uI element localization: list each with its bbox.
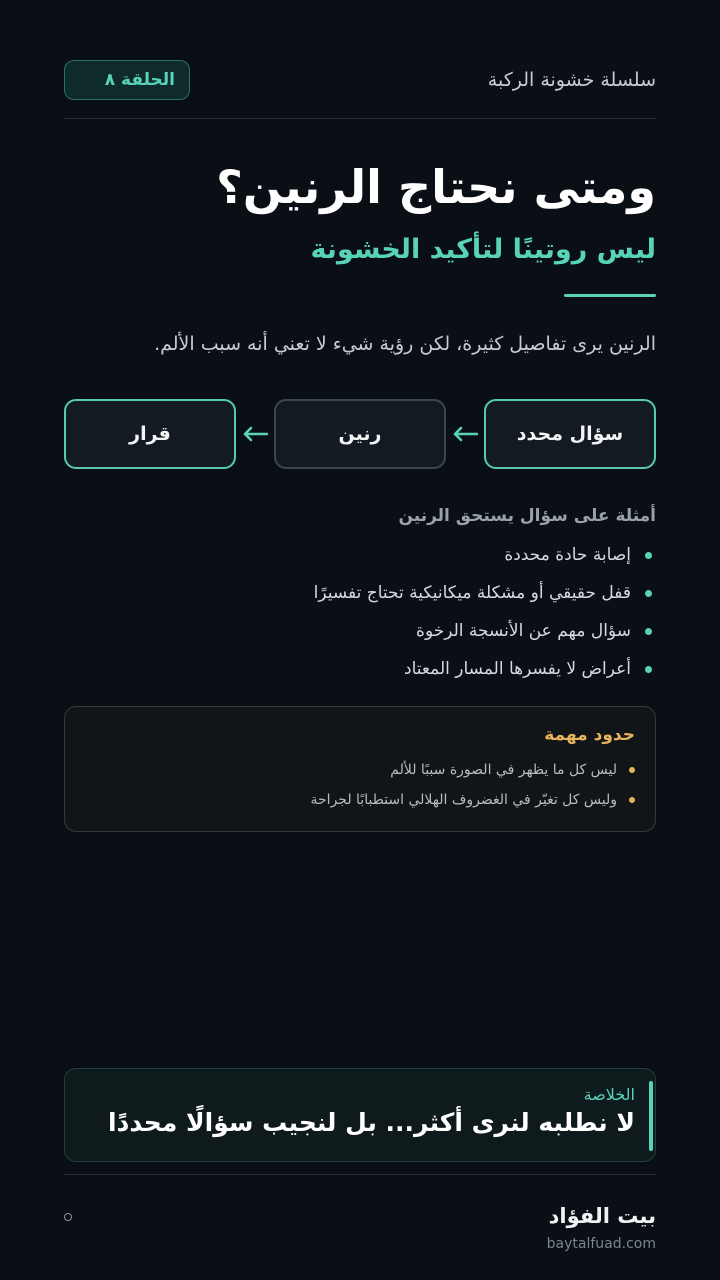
examples-list: [64, 536, 656, 688]
examples-heading: أمثلة على سؤال يستحق الرنين: [398, 506, 656, 526]
summary-accent-bar: [649, 1081, 653, 1151]
list-item-text: إصابة حادة محددة: [504, 545, 631, 565]
flow-diagram: [64, 399, 656, 469]
series-title: سلسلة خشونة الركبة: [487, 69, 656, 91]
page-title: ومتى نحتاج الرنين؟: [216, 160, 656, 214]
limits-heading: حدود مهمة: [544, 725, 635, 745]
list-item: [64, 574, 656, 612]
brand-name: بيت الفؤاد: [548, 1204, 656, 1228]
arrow-left-icon: [451, 426, 479, 442]
bullet-icon: [645, 628, 652, 635]
arrow-left-icon: [241, 426, 269, 442]
list-item-text: ليس كل ما يظهر في الصورة سببًا للألم: [390, 762, 617, 778]
bullet-icon: [629, 797, 635, 803]
lead-text: الرنين يرى تفاصيل كثيرة، لكن رؤية شيء لا تعني أنه سبب الألم.: [154, 333, 656, 355]
limits-card: [64, 706, 656, 832]
header: [64, 58, 656, 102]
summary-label: الخلاصة: [583, 1085, 635, 1104]
flow-step-question: سؤال محدد: [484, 399, 656, 469]
list-item-text: قفل حقيقي أو مشكلة ميكانيكية تحتاج تفسيرًا: [313, 583, 631, 603]
list-item: [64, 612, 656, 650]
bullet-icon: [629, 767, 635, 773]
accent-line: [564, 294, 656, 297]
list-item-text: أعراض لا يفسرها المسار المعتاد: [404, 659, 631, 679]
list-item: [64, 650, 656, 688]
website-link[interactable]: baytalfuad.com: [546, 1236, 656, 1252]
list-item: [85, 755, 635, 785]
list-item: [85, 785, 635, 815]
footer-divider: [64, 1174, 656, 1175]
header-divider: [64, 118, 656, 119]
flow-step-decision: قرار: [64, 399, 236, 469]
bullet-icon: [645, 590, 652, 597]
limits-list: [85, 755, 635, 815]
list-item: [64, 536, 656, 574]
bullet-icon: [645, 552, 652, 559]
bullet-icon: [645, 666, 652, 673]
list-item-text: سؤال مهم عن الأنسجة الرخوة: [416, 621, 631, 641]
episode-badge: الحلقة ٨: [64, 60, 190, 100]
flow-step-mri: رنين: [274, 399, 446, 469]
page-subtitle: ليس روتينًا لتأكيد الخشونة: [310, 234, 656, 265]
summary-card: [64, 1068, 656, 1162]
summary-text: لا نطلبه لنرى أكثر... بل لنجيب سؤالًا محددًا: [107, 1108, 635, 1137]
examples-section: [64, 506, 656, 688]
list-item-text: وليس كل تغيّر في الغضروف الهلالي استطبابًا لجراحة: [310, 792, 617, 808]
page-indicator-icon: [64, 1213, 72, 1221]
